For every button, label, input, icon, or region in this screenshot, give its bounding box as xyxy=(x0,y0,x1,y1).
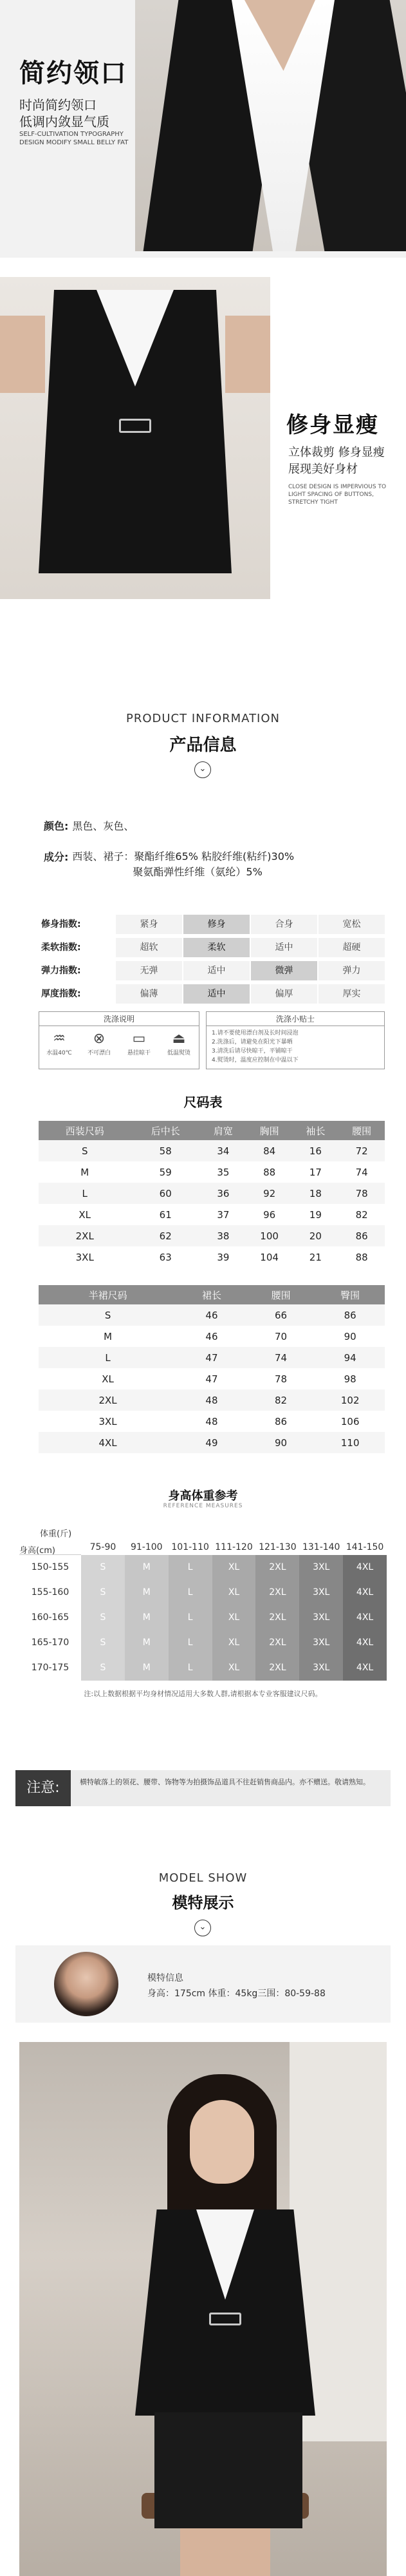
fitted-desc-line1: 立体裁剪 修身显瘦 xyxy=(288,446,385,459)
material-row xyxy=(44,849,294,880)
weight-range-header: 121-130 xyxy=(259,1542,297,1552)
table-row xyxy=(39,1326,385,1347)
table-cell: 98 xyxy=(344,1373,356,1385)
reference-rows xyxy=(19,1555,387,1681)
table-cell: 37 xyxy=(217,1208,230,1221)
collar-photo xyxy=(135,0,406,251)
height-axis-label: 身高(cm) xyxy=(19,1546,55,1556)
collar-title: 简约领口 xyxy=(19,59,127,88)
scale-option: 柔软 xyxy=(183,938,250,957)
model-face xyxy=(190,2100,254,2184)
recommended-size: XL xyxy=(212,1630,256,1655)
table-cell: L xyxy=(39,1347,177,1368)
weight-axis-label: 体重(斤) xyxy=(40,1529,72,1539)
table-cell: 86 xyxy=(315,1304,385,1326)
table-cell: 82 xyxy=(246,1389,316,1411)
scale-option: 微弹 xyxy=(251,961,317,980)
weight-range-header: 111-120 xyxy=(215,1542,253,1552)
table-cell: 17 xyxy=(309,1166,322,1178)
scale-row xyxy=(39,984,385,1004)
jacket-size-table xyxy=(39,1121,385,1268)
table-header-cell: 半裙尺码 xyxy=(39,1285,177,1304)
table-cell: 88 xyxy=(355,1251,368,1263)
scale-name: 修身指数: xyxy=(41,919,81,930)
table-row xyxy=(39,1432,385,1453)
recommended-size: 2XL xyxy=(255,1555,299,1580)
height-weight-reference xyxy=(19,1529,387,1699)
table-cell: 36 xyxy=(200,1183,246,1204)
recommended-size: S xyxy=(81,1580,125,1605)
scale-option: 合身 xyxy=(251,915,317,934)
scale-option: 修身 xyxy=(183,915,250,934)
model-skirt xyxy=(154,2412,302,2528)
product-info-en-heading: PRODUCT INFORMATION xyxy=(125,712,281,725)
scale-option: 弹力 xyxy=(318,961,385,980)
reference-subtitle: REFERENCE MEASURES xyxy=(163,1503,243,1509)
table-row xyxy=(39,1204,385,1225)
scale-option: 无弹 xyxy=(116,961,182,980)
recommended-size: 4XL xyxy=(343,1605,387,1630)
care-tip: 1.请不要使用漂白剂及长时间浸泡 xyxy=(212,1030,299,1036)
height-range: 150-155 xyxy=(31,1562,69,1572)
height-range: 160-165 xyxy=(31,1612,69,1623)
reference-row xyxy=(19,1580,387,1605)
table-cell: M xyxy=(80,1166,89,1178)
table-cell: 86 xyxy=(338,1225,385,1246)
table-cell: 58 xyxy=(131,1140,200,1161)
table-cell: 39 xyxy=(217,1251,230,1263)
table-cell: XL xyxy=(102,1373,114,1385)
table-header-cell: 后中长 xyxy=(131,1121,200,1140)
chevron-down-icon: ⌄ xyxy=(194,1920,211,1936)
recommended-size: L xyxy=(169,1630,212,1655)
table-cell: 86 xyxy=(275,1415,288,1427)
table-cell: 47 xyxy=(177,1347,246,1368)
no-bleach-icon: ⊗ xyxy=(93,1031,106,1047)
care-icon-label: 悬挂晾干 xyxy=(127,1050,151,1056)
recommended-size: 4XL xyxy=(343,1555,387,1580)
table-cell: 19 xyxy=(309,1208,322,1221)
table-row xyxy=(39,1389,385,1411)
table-cell: 66 xyxy=(246,1304,316,1326)
table-header-row xyxy=(39,1121,385,1140)
collar-section xyxy=(0,0,406,258)
wash-tips-title: 洗涤小贴士 xyxy=(207,1012,384,1026)
recommended-size: 3XL xyxy=(299,1655,343,1681)
model-belt-buckle xyxy=(209,2313,241,2325)
care-icon-item xyxy=(120,1030,158,1056)
recommended-size: 2XL xyxy=(255,1630,299,1655)
table-cell: 72 xyxy=(338,1140,385,1161)
table-cell: 2XL xyxy=(39,1225,131,1246)
recommended-size: 2XL xyxy=(255,1580,299,1605)
fitted-desc xyxy=(288,444,385,478)
wash-tips-box xyxy=(206,1011,385,1069)
scale-option: 紧身 xyxy=(116,915,182,934)
table-cell: 94 xyxy=(315,1347,385,1368)
scale-row xyxy=(39,938,385,957)
table-row xyxy=(39,1411,385,1432)
water-30-icon: ♒ xyxy=(53,1031,66,1047)
table-cell: 74 xyxy=(355,1166,368,1178)
recommended-size: M xyxy=(125,1580,169,1605)
table-cell: 96 xyxy=(263,1208,276,1221)
scale-option: 超软 xyxy=(116,938,182,957)
skirt-size-table xyxy=(39,1285,385,1453)
table-cell: 35 xyxy=(217,1166,230,1178)
recommended-size: L xyxy=(169,1555,212,1580)
table-header-cell: 肩宽 xyxy=(200,1121,246,1140)
recommended-size: 3XL xyxy=(299,1605,343,1630)
scale-option: 宽松 xyxy=(318,915,385,934)
table-cell: 102 xyxy=(315,1389,385,1411)
recommended-size: L xyxy=(169,1655,212,1681)
model-info-card xyxy=(15,1945,391,2023)
recommended-size: 4XL xyxy=(343,1630,387,1655)
scale-row xyxy=(39,961,385,980)
table-cell: 49 xyxy=(177,1432,246,1453)
scale-option: 偏厚 xyxy=(251,984,317,1004)
table-cell: 70 xyxy=(275,1330,288,1342)
weight-range-header: 131-140 xyxy=(302,1542,340,1552)
table-cell: 82 xyxy=(355,1208,368,1221)
table-cell: 47 xyxy=(205,1373,218,1385)
collar-en-text: SELF-CULTIVATION TYPOGRAPHY DESIGN MODIFY SMALL BELLY FAT xyxy=(19,131,129,146)
recommended-size: M xyxy=(125,1605,169,1630)
table-cell: 92 xyxy=(246,1183,293,1204)
table-cell: 63 xyxy=(159,1251,172,1263)
fitted-title: 修身显瘦 xyxy=(286,412,379,438)
weight-range-header: 75-90 xyxy=(89,1542,116,1552)
scale-option: 适中 xyxy=(251,938,317,957)
table-cell: 38 xyxy=(200,1225,246,1246)
recommended-size: L xyxy=(169,1605,212,1630)
care-icon-label: 低温熨烫 xyxy=(167,1050,190,1056)
belt-buckle xyxy=(119,419,151,433)
recommended-size: S xyxy=(81,1630,125,1655)
notice-text: 横特敏落上的领花、腰带、饰物等为拍摄饰品道具不往赶销售商品内。亦不赠送。敬请熟知。 xyxy=(80,1778,370,1786)
color-label: 颜色: xyxy=(44,820,69,832)
recommended-size: S xyxy=(81,1555,125,1580)
table-cell: 34 xyxy=(200,1140,246,1161)
wash-tips-list xyxy=(207,1026,384,1067)
recommended-size: XL xyxy=(212,1555,256,1580)
fitted-en-text: CLOSE DESIGN IS IMPERVIOUS TO LIGHT SPACING OF BUTTONS, STRETCHY TIGHT xyxy=(288,484,387,506)
table-header-cell: 胸围 xyxy=(246,1121,293,1140)
table-cell: 18 xyxy=(292,1183,338,1204)
recommended-size: 3XL xyxy=(299,1555,343,1580)
care-icon-item xyxy=(40,1030,78,1056)
reference-note: 注:以上数据根据平均身材情况适用大多数人群,请根据本专业客服建议尺码。 xyxy=(84,1690,322,1698)
model-info-stats: 身高：175cm 体重：45kg三围：80-59-88 xyxy=(147,1989,326,1999)
table-cell: 2XL xyxy=(39,1389,177,1411)
height-range: 155-160 xyxy=(31,1587,69,1598)
size-chart-title: 尺码表 xyxy=(183,1094,223,1110)
care-icon-label: 水温40℃ xyxy=(46,1050,72,1056)
wash-instructions-title: 洗涤说明 xyxy=(39,1012,199,1026)
recommended-size: XL xyxy=(212,1605,256,1630)
table-cell: 48 xyxy=(177,1389,246,1411)
table-cell: 3XL xyxy=(75,1251,94,1263)
material-label: 成分: xyxy=(44,851,69,863)
height-range: 165-170 xyxy=(31,1637,69,1648)
table-cell: 104 xyxy=(260,1251,279,1263)
notice-bar xyxy=(15,1770,391,1806)
table-cell: XL xyxy=(78,1208,91,1221)
material-value xyxy=(72,849,294,880)
table-row xyxy=(39,1347,385,1368)
recommended-size: L xyxy=(169,1580,212,1605)
reference-row xyxy=(19,1555,387,1580)
fitted-section xyxy=(0,258,406,618)
weight-range-header: 141-150 xyxy=(346,1542,384,1552)
table-row xyxy=(39,1368,385,1389)
scale-name: 柔软指数: xyxy=(41,942,81,953)
collar-desc-line1: 时尚简约领口 xyxy=(19,97,97,113)
table-header-cell: 腰围 xyxy=(338,1121,385,1140)
recommended-size: M xyxy=(125,1655,169,1681)
table-cell: 84 xyxy=(246,1140,293,1161)
table-cell: 78 xyxy=(275,1373,288,1385)
chevron-down-icon: ⌄ xyxy=(194,761,211,778)
reference-corner xyxy=(19,1529,81,1556)
collar-desc-line2: 低调内敛显气质 xyxy=(19,114,109,129)
recommended-size: XL xyxy=(212,1580,256,1605)
table-row xyxy=(39,1225,385,1246)
table-cell: 74 xyxy=(246,1347,316,1368)
material-line1: 西装、裙子：聚酯纤维65% 粘胶纤维(粘纤)30% xyxy=(72,850,295,863)
table-cell: S xyxy=(39,1140,131,1161)
table-header-row xyxy=(39,1285,385,1304)
scale-option: 厚实 xyxy=(318,984,385,1004)
recommended-size: S xyxy=(81,1655,125,1681)
table-row xyxy=(39,1183,385,1204)
model-show-heading: 模特展示 xyxy=(172,1894,234,1912)
table-cell: 21 xyxy=(309,1251,322,1263)
scale-option: 适中 xyxy=(183,961,250,980)
recommended-size: 2XL xyxy=(255,1655,299,1681)
scale-row xyxy=(39,915,385,934)
care-icon-label: 不可漂白 xyxy=(87,1050,111,1056)
recommended-size: 2XL xyxy=(255,1605,299,1630)
hang-dry-icon: ▭ xyxy=(132,1031,146,1047)
table-cell: 59 xyxy=(159,1166,172,1178)
wash-icons xyxy=(39,1026,199,1056)
color-value: 黑色、灰色、 xyxy=(72,820,134,832)
weight-range-header: 91-100 xyxy=(130,1542,163,1552)
table-cell: 46 xyxy=(205,1330,218,1342)
fitted-photo xyxy=(0,277,270,599)
table-cell: 90 xyxy=(344,1330,356,1342)
scale-name: 弹力指数: xyxy=(41,966,81,976)
table-cell: 16 xyxy=(292,1140,338,1161)
table-cell: 88 xyxy=(263,1166,276,1178)
scale-name: 厚度指数: xyxy=(41,989,81,999)
weight-range-header: 101-110 xyxy=(171,1542,209,1552)
model-avatar xyxy=(54,1952,118,2016)
table-row xyxy=(39,1304,385,1326)
table-cell: 20 xyxy=(292,1225,338,1246)
model-show-en-heading: MODEL SHOW xyxy=(158,1871,248,1885)
table-header-cell: 西装尺码 xyxy=(39,1121,131,1140)
recommended-size: M xyxy=(125,1630,169,1655)
table-header-cell: 袖长 xyxy=(292,1121,338,1140)
care-tip: 2.洗涤后，请避免在阳光下暴晒 xyxy=(212,1039,293,1045)
recommended-size: 3XL xyxy=(299,1630,343,1655)
care-icon-item xyxy=(160,1030,198,1056)
material-line2: 聚氨酯弹性纤维（氨纶）5% xyxy=(133,866,263,878)
table-cell: 4XL xyxy=(39,1432,177,1453)
model-photo xyxy=(19,2042,387,2576)
table-cell: M xyxy=(104,1330,113,1342)
table-cell: 61 xyxy=(159,1208,172,1221)
recommended-size: XL xyxy=(212,1655,256,1681)
table-row xyxy=(39,1161,385,1183)
table-cell: 46 xyxy=(177,1304,246,1326)
scale-option: 超硬 xyxy=(318,938,385,957)
care-icon-item xyxy=(80,1030,118,1056)
reference-header-row xyxy=(19,1529,387,1556)
table-row xyxy=(39,1246,385,1268)
care-tip: 3.清洗后请尽快晾干，平铺晾干 xyxy=(212,1048,293,1054)
table-header-cell: 裙长 xyxy=(177,1285,246,1304)
color-row xyxy=(44,818,134,833)
scale-option: 适中 xyxy=(183,984,250,1004)
table-cell: 106 xyxy=(340,1415,360,1427)
reference-row xyxy=(19,1630,387,1655)
wash-instructions-box xyxy=(39,1011,199,1069)
table-cell: 3XL xyxy=(98,1415,117,1427)
reference-row xyxy=(19,1655,387,1681)
scale-option: 偏薄 xyxy=(116,984,182,1004)
height-range: 170-175 xyxy=(31,1663,69,1673)
table-cell: 48 xyxy=(205,1415,218,1427)
notice-tag: 注意: xyxy=(15,1770,71,1806)
table-cell: 110 xyxy=(315,1432,385,1453)
table-cell: L xyxy=(39,1183,131,1204)
recommended-size: 3XL xyxy=(299,1580,343,1605)
table-cell: 60 xyxy=(131,1183,200,1204)
recommended-size: 4XL xyxy=(343,1655,387,1681)
left-arm xyxy=(0,316,45,393)
reference-row xyxy=(19,1605,387,1630)
recommended-size: 4XL xyxy=(343,1580,387,1605)
iron-icon: ⏏ xyxy=(172,1031,186,1047)
table-cell: 62 xyxy=(131,1225,200,1246)
collar-desc xyxy=(19,97,109,130)
table-row xyxy=(39,1140,385,1161)
table-cell: S xyxy=(39,1304,177,1326)
table-cell: 90 xyxy=(246,1432,316,1453)
recommended-size: M xyxy=(125,1555,169,1580)
model-info-title: 模特信息 xyxy=(147,1973,183,1983)
care-tip: 4.熨烫时，温度应控制在中温以下 xyxy=(212,1057,299,1064)
recommended-size: S xyxy=(81,1605,125,1630)
table-cell: 78 xyxy=(338,1183,385,1204)
right-arm xyxy=(225,316,270,393)
table-cell: 100 xyxy=(246,1225,293,1246)
table-header-cell: 臀围 xyxy=(315,1285,385,1304)
table-header-cell: 腰围 xyxy=(246,1285,316,1304)
product-info-heading: 产品信息 xyxy=(169,736,237,755)
fitted-desc-line2: 展现美好身材 xyxy=(288,463,358,476)
reference-title: 身高体重参考 xyxy=(168,1489,238,1503)
